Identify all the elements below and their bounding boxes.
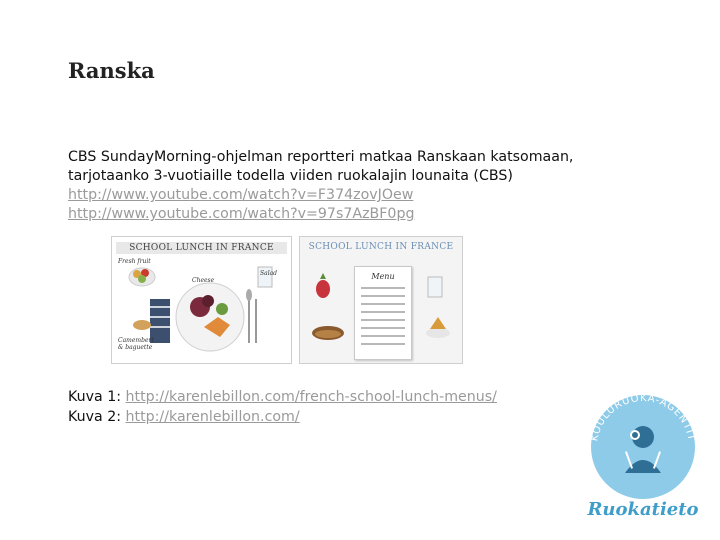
label-salad: Salad xyxy=(260,270,278,277)
image-1-heading: SCHOOL LUNCH IN FRANCE xyxy=(116,242,287,254)
body-text xyxy=(68,148,668,224)
paragraph-line-2: tarjotaanko 3-vuotiaille todella viiden ruokalajin lounaita (CBS) xyxy=(68,168,513,184)
caption-1-prefix: Kuva 1: xyxy=(68,389,126,405)
menu-card xyxy=(354,266,412,360)
slide-title: Ranska xyxy=(68,58,155,83)
logo-ring-text: KOULURUOKA-AGENTIT xyxy=(589,393,697,443)
label-fresh-fruit: Fresh fruit xyxy=(118,258,151,265)
caption-2-link[interactable]: http://karenlebillon.com/ xyxy=(125,409,300,425)
caption-1 xyxy=(68,387,588,407)
paragraph-line-1: CBS SundayMorning-ohjelman reportteri matkaa Ranskaan katsomaan, xyxy=(68,149,574,165)
school-lunch-image-1 xyxy=(111,236,292,364)
logo-brand-text: Ruokatieto xyxy=(587,499,699,520)
youtube-link-1[interactable]: http://www.youtube.com/watch?v=F374zovJOew xyxy=(68,187,414,203)
caption-1-link[interactable]: http://karenlebillon.com/french-school-lunch-menus/ xyxy=(125,389,497,405)
menu-card-title: Menu xyxy=(371,272,395,281)
image-2-heading: SCHOOL LUNCH IN FRANCE xyxy=(308,242,454,252)
caption-2-prefix: Kuva 2: xyxy=(68,409,126,425)
label-camembert: Camembert & baguette xyxy=(118,337,154,351)
ruokatieto-logo xyxy=(583,393,703,525)
image-captions xyxy=(68,387,588,427)
youtube-link-2[interactable]: http://www.youtube.com/watch?v=97s7AzBF0pg xyxy=(68,206,415,222)
label-cheese: Cheese xyxy=(192,277,215,284)
caption-2 xyxy=(68,407,588,427)
